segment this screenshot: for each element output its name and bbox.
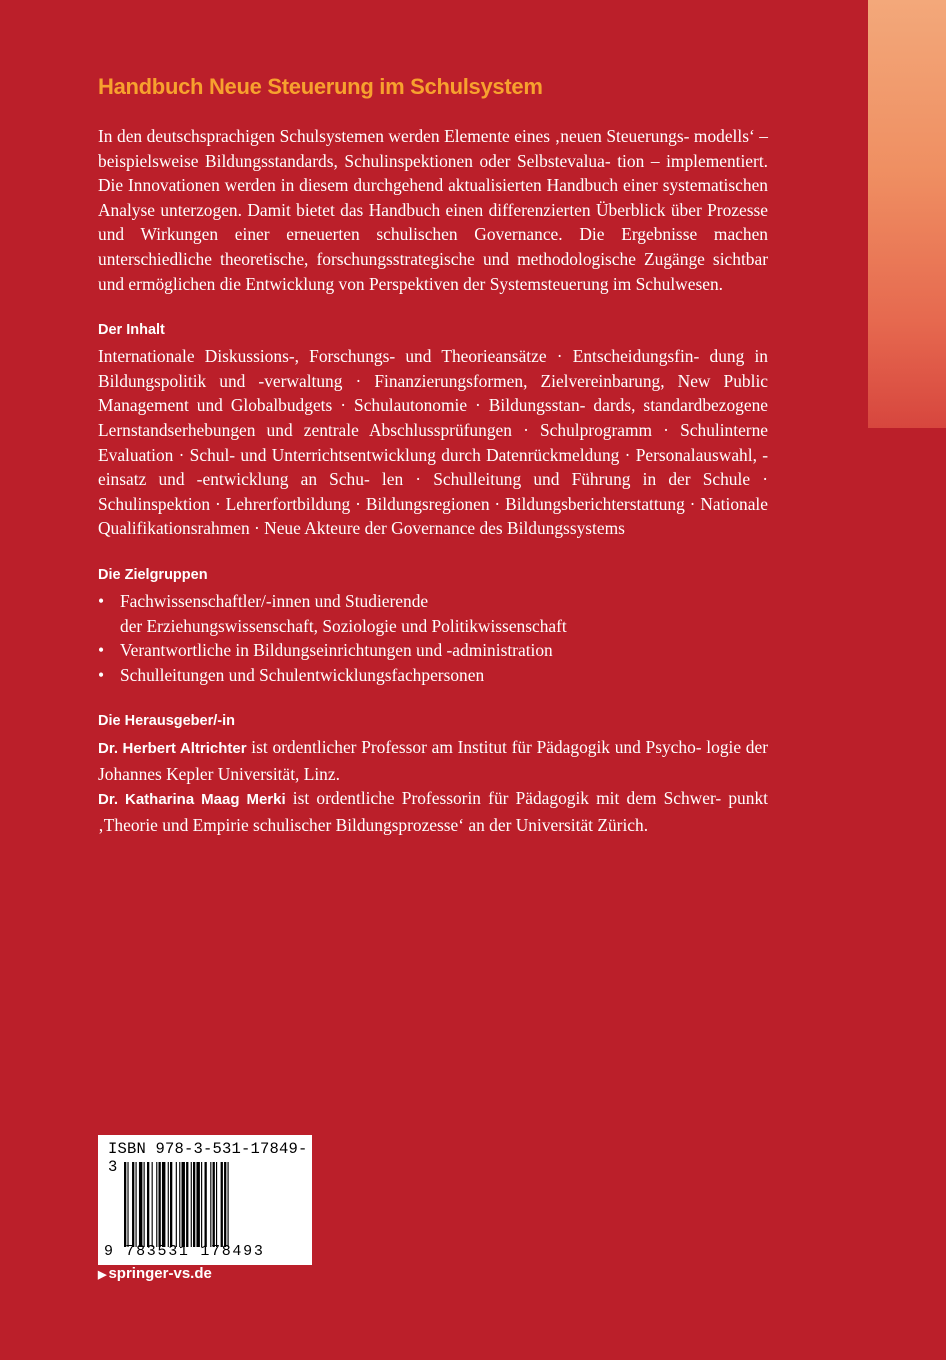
barcode-stripe — [205, 1162, 207, 1247]
editor-paragraph — [98, 786, 768, 837]
inhalt-line: len · Schulleitung und Führung in der Schule · Schulinspektion · Lehrerfortbildung · — [98, 469, 768, 514]
bullet-icon: • — [98, 664, 105, 685]
inhalt-line: dung in Bildungspolitik und -verwaltung · Finanzierungsformen, Zielvereinbarung, — [98, 346, 769, 391]
barcode-stripe — [213, 1162, 215, 1247]
herausgeber-heading: Die Herausgeber/-in — [98, 713, 235, 730]
inhalt-line: dards, standardbezogene Lernstandserhebungen und zentrale Abschlussprüfungen · — [98, 395, 768, 440]
barcode-icon — [124, 1162, 304, 1247]
barcode-stripe — [159, 1162, 161, 1247]
inhalt-line: Bildungsregionen · Bildungsberichterstattung · Nationale Qualifikationsrahmen · — [98, 493, 768, 539]
bullet-icon: • — [98, 640, 105, 661]
intro-line: Entwicklung von Perspektiven der Systemsteuerung im Schulwesen. — [245, 273, 723, 294]
barcode-stripe — [224, 1162, 226, 1247]
barcode-stripe — [170, 1162, 172, 1247]
list-item — [98, 663, 768, 688]
list-item-text: der Erziehungswissenschaft, Soziologie und Politikwissenschaft — [120, 615, 567, 636]
bullet-icon: • — [98, 590, 105, 611]
inhalt-line: Neue Akteure der Governance des Bildungssystems — [264, 518, 625, 539]
inhalt-line: New Public Management und Globalbudgets · Schulautonomie · Bildungsstan- — [98, 370, 768, 416]
intro-line: tion – implementiert. Die Innovationen werden in diesem durchgehend aktualisierten — [98, 150, 768, 196]
inhalt-line: durch Datenrückmeldung · Personalauswahl, -einsatz und -entwicklung an Schu- — [98, 444, 768, 490]
intro-line: einen differenzierten Überblick über Prozesse und Wirkungen einer erneuerten — [98, 199, 768, 245]
editor-name: Dr. Herbert Altrichter — [98, 740, 247, 758]
intro-line: modells‘ – beispielsweise Bildungsstandards, Schulinspektionen oder Selbstevalua- — [98, 126, 768, 171]
inhalt-line: Schulprogramm · Schulinterne Evaluation · Schul- und Unterrichtsentwicklung — [98, 419, 768, 465]
barcode-stripe — [176, 1162, 177, 1247]
website-text: springer-vs.de — [108, 1265, 212, 1282]
barcode-stripe — [127, 1162, 128, 1247]
barcode-stripe — [132, 1162, 134, 1247]
intro-line: Handbuch einer systematischen Analyse unterzogen. Damit bietet das Handbuch — [98, 175, 768, 220]
editor-paragraph — [98, 735, 768, 786]
barcode-stripe — [221, 1162, 223, 1247]
barcode-stripe — [182, 1162, 185, 1247]
barcode-stripe — [216, 1162, 217, 1247]
barcode-stripe — [186, 1162, 188, 1247]
isbn-label: ISBN 978-3-531-17849-3 — [108, 1140, 308, 1176]
barcode-stripe — [136, 1162, 137, 1247]
intro-paragraph — [98, 124, 768, 296]
editor-text: punkt ‚Theorie und Empirie schulischer Bildungsprozesse‘ an der Universität Zürich. — [98, 788, 768, 836]
barcode-stripe — [139, 1162, 142, 1247]
zielgruppen-heading: Die Zielgruppen — [98, 566, 208, 583]
barcode-stripe — [152, 1162, 153, 1247]
intro-line: schulischen Governance. Die Ergebnisse machen unterschiedliche theoretische, — [98, 224, 768, 269]
editor-text: ist ordentliche Professorin für Pädagogik mit dem Schwer- — [285, 788, 722, 809]
barcode-stripe — [191, 1162, 192, 1247]
list-item-text: Verantwortliche in Bildungseinrichtungen und -administration — [120, 640, 553, 661]
intro-line: In den deutschsprachigen Schulsystemen werden Elemente eines ‚neuen Steuerungs- — [98, 126, 690, 146]
inhalt-heading: Der Inhalt — [98, 322, 165, 339]
barcode-stripe — [210, 1162, 211, 1247]
barcode-stripe — [156, 1162, 157, 1247]
barcode-stripe — [201, 1162, 202, 1247]
barcode-stripe — [162, 1162, 165, 1247]
editor-text: ist ordentlicher Professor am Institut für Pädagogik und Psycho- — [246, 737, 702, 758]
intro-line: forschungsstrategische und methodologische Zugänge sichtbar und ermöglichen die — [98, 248, 768, 294]
zielgruppen-list — [98, 589, 768, 687]
list-item-text: Fachwissenschaftler/-innen und Studierende — [120, 590, 429, 611]
barcode-stripe — [168, 1162, 169, 1247]
barcode-digits: 9 783531 178493 — [104, 1243, 265, 1260]
list-item-text: Schulleitungen und Schulentwicklungsfachpersonen — [120, 664, 485, 685]
back-cover-text — [98, 74, 768, 838]
list-item — [98, 638, 768, 663]
editor-text: logie der Johannes Kepler Universität, Linz. — [98, 737, 768, 784]
barcode-stripe — [179, 1162, 180, 1247]
inhalt-line: Internationale Diskussions-, Forschungs- und Theorieansätze · Entscheidungsfin- — [98, 346, 700, 367]
barcode-stripe — [147, 1162, 149, 1247]
barcode-stripe — [196, 1162, 199, 1247]
arrow-right-icon: ▶ — [98, 1269, 107, 1281]
barcode-stripe — [124, 1162, 126, 1247]
barcode-stripe — [144, 1162, 145, 1247]
isbn-barcode — [98, 1135, 312, 1265]
inhalt-paragraph — [98, 344, 768, 541]
editor-name: Dr. Katharina Maag Merki — [98, 791, 286, 809]
barcode-stripe — [228, 1162, 229, 1247]
book-title: Handbuch Neue Steuerung im Schulsystem — [98, 74, 543, 99]
barcode-stripe — [193, 1162, 195, 1247]
cover-edge-gradient — [868, 0, 946, 428]
publisher-website-link[interactable] — [98, 1265, 212, 1282]
list-item — [98, 589, 768, 638]
